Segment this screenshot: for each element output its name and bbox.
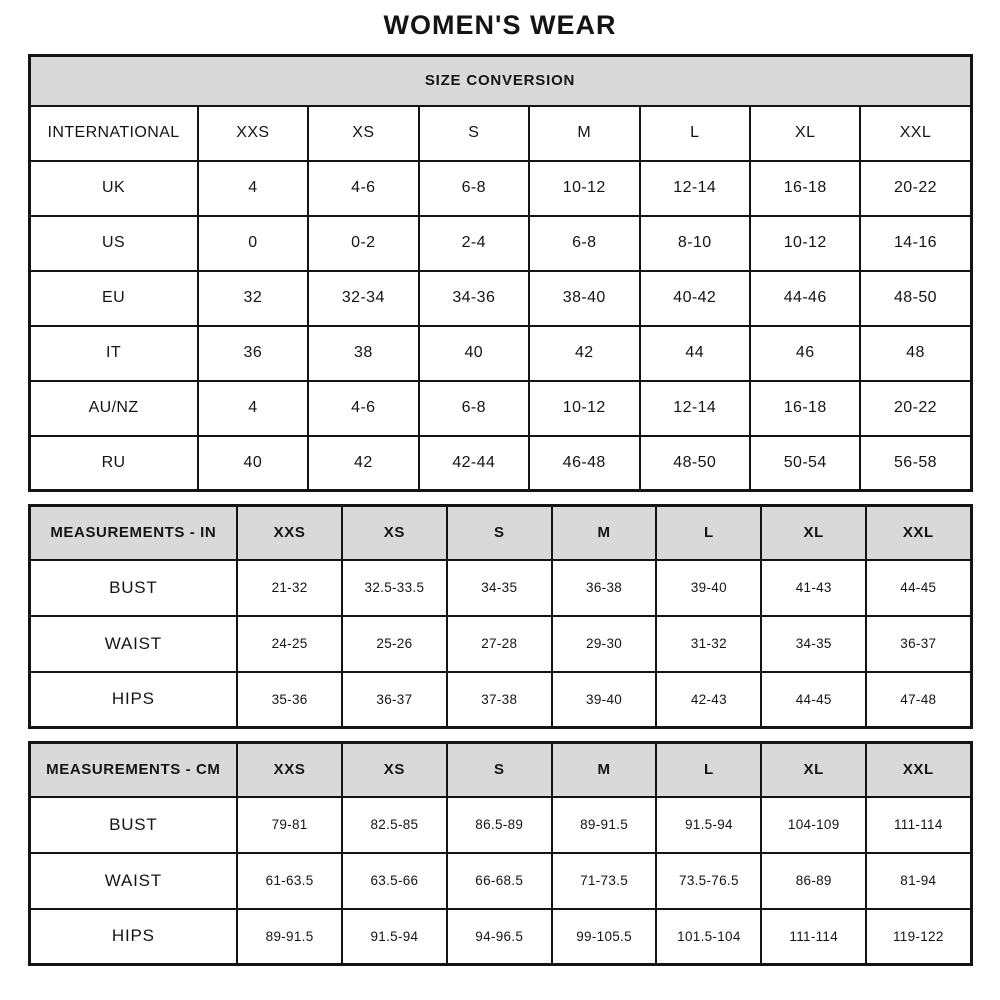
value-cell: 42-43 — [656, 672, 761, 728]
value-cell: 94-96.5 — [447, 909, 552, 965]
value-cell: 35-36 — [237, 672, 342, 728]
value-cell: 6-8 — [419, 161, 529, 216]
first-column-header: INTERNATIONAL — [29, 106, 198, 161]
table-row — [29, 381, 971, 436]
row-label: BUST — [29, 797, 237, 853]
table-row — [29, 436, 971, 491]
value-cell: 34-36 — [419, 271, 529, 326]
value-cell: 56-58 — [860, 436, 971, 491]
value-cell: 36-38 — [552, 560, 657, 616]
value-cell: 10-12 — [750, 216, 860, 271]
value-cell: 20-22 — [860, 381, 971, 436]
measurements-in-body — [29, 560, 971, 728]
size-header-m: M — [552, 743, 657, 797]
size-header-l: L — [640, 106, 750, 161]
value-cell: 104-109 — [761, 797, 866, 853]
value-cell: 29-30 — [552, 616, 657, 672]
row-label: HIPS — [29, 909, 237, 965]
value-cell: 27-28 — [447, 616, 552, 672]
size-header-xl: XL — [750, 106, 860, 161]
value-cell: 63.5-66 — [342, 853, 447, 909]
value-cell: 66-68.5 — [447, 853, 552, 909]
row-label: WAIST — [29, 616, 237, 672]
value-cell: 44 — [640, 326, 750, 381]
value-cell: 41-43 — [761, 560, 866, 616]
value-cell: 44-45 — [866, 560, 971, 616]
size-header-xxs: XXS — [237, 506, 342, 560]
value-cell: 10-12 — [529, 381, 639, 436]
value-cell: 2-4 — [419, 216, 529, 271]
value-cell: 86-89 — [761, 853, 866, 909]
size-header-xl: XL — [761, 743, 866, 797]
table-banner-row — [29, 56, 971, 106]
value-cell: 44-45 — [761, 672, 866, 728]
value-cell: 20-22 — [860, 161, 971, 216]
value-cell: 6-8 — [529, 216, 639, 271]
value-cell: 25-26 — [342, 616, 447, 672]
value-cell: 32-34 — [308, 271, 418, 326]
value-cell: 34-35 — [761, 616, 866, 672]
size-header-xxl: XXL — [860, 106, 971, 161]
value-cell: 10-12 — [529, 161, 639, 216]
value-cell: 40-42 — [640, 271, 750, 326]
value-cell: 36-37 — [866, 616, 971, 672]
value-cell: 82.5-85 — [342, 797, 447, 853]
value-cell: 0 — [198, 216, 308, 271]
size-header-m: M — [529, 106, 639, 161]
value-cell: 48 — [860, 326, 971, 381]
value-cell: 89-91.5 — [552, 797, 657, 853]
value-cell: 39-40 — [552, 672, 657, 728]
value-cell: 4-6 — [308, 381, 418, 436]
size-conversion-table — [28, 54, 973, 492]
table-row — [29, 909, 971, 965]
table-row — [29, 216, 971, 271]
row-label: WAIST — [29, 853, 237, 909]
size-header-xs: XS — [342, 506, 447, 560]
table-row — [29, 797, 971, 853]
value-cell: 71-73.5 — [552, 853, 657, 909]
size-header-xxl: XXL — [866, 743, 971, 797]
value-cell: 38 — [308, 326, 418, 381]
table-row — [29, 161, 971, 216]
value-cell: 86.5-89 — [447, 797, 552, 853]
value-cell: 46-48 — [529, 436, 639, 491]
table-row — [29, 616, 971, 672]
value-cell: 34-35 — [447, 560, 552, 616]
value-cell: 16-18 — [750, 161, 860, 216]
size-conversion-banner: SIZE CONVERSION — [29, 56, 971, 106]
value-cell: 91.5-94 — [342, 909, 447, 965]
value-cell: 47-48 — [866, 672, 971, 728]
value-cell: 40 — [198, 436, 308, 491]
size-header-xxs: XXS — [198, 106, 308, 161]
value-cell: 14-16 — [860, 216, 971, 271]
value-cell: 50-54 — [750, 436, 860, 491]
row-label: EU — [29, 271, 198, 326]
size-header-xxl: XXL — [866, 506, 971, 560]
size-header-row — [29, 743, 971, 797]
value-cell: 4 — [198, 161, 308, 216]
value-cell: 89-91.5 — [237, 909, 342, 965]
size-header-row — [29, 506, 971, 560]
table-row — [29, 271, 971, 326]
table-row — [29, 560, 971, 616]
row-label: UK — [29, 161, 198, 216]
size-header-xl: XL — [761, 506, 866, 560]
size-header-l: L — [656, 743, 761, 797]
value-cell: 40 — [419, 326, 529, 381]
first-column-header: MEASUREMENTS - IN — [29, 506, 237, 560]
measurements-in-table — [28, 504, 973, 729]
value-cell: 36 — [198, 326, 308, 381]
table-row — [29, 326, 971, 381]
value-cell: 44-46 — [750, 271, 860, 326]
value-cell: 12-14 — [640, 161, 750, 216]
value-cell: 101.5-104 — [656, 909, 761, 965]
row-label: US — [29, 216, 198, 271]
row-label: IT — [29, 326, 198, 381]
value-cell: 48-50 — [640, 436, 750, 491]
value-cell: 42 — [308, 436, 418, 491]
value-cell: 61-63.5 — [237, 853, 342, 909]
value-cell: 99-105.5 — [552, 909, 657, 965]
value-cell: 24-25 — [237, 616, 342, 672]
value-cell: 46 — [750, 326, 860, 381]
value-cell: 48-50 — [860, 271, 971, 326]
value-cell: 0-2 — [308, 216, 418, 271]
row-label: BUST — [29, 560, 237, 616]
value-cell: 8-10 — [640, 216, 750, 271]
measurements-cm-body — [29, 797, 971, 965]
value-cell: 36-37 — [342, 672, 447, 728]
value-cell: 39-40 — [656, 560, 761, 616]
page-title: WOMEN'S WEAR — [383, 10, 617, 40]
measurements-cm-table — [28, 741, 973, 966]
value-cell: 38-40 — [529, 271, 639, 326]
value-cell: 16-18 — [750, 381, 860, 436]
value-cell: 79-81 — [237, 797, 342, 853]
value-cell: 73.5-76.5 — [656, 853, 761, 909]
size-header-s: S — [447, 743, 552, 797]
value-cell: 111-114 — [761, 909, 866, 965]
value-cell: 37-38 — [447, 672, 552, 728]
first-column-header: MEASUREMENTS - CM — [29, 743, 237, 797]
table-row — [29, 853, 971, 909]
value-cell: 21-32 — [237, 560, 342, 616]
value-cell: 4 — [198, 381, 308, 436]
size-header-s: S — [447, 506, 552, 560]
size-header-xs: XS — [308, 106, 418, 161]
size-chart-sheet — [28, 0, 973, 966]
value-cell: 31-32 — [656, 616, 761, 672]
size-header-l: L — [656, 506, 761, 560]
row-label: RU — [29, 436, 198, 491]
value-cell: 4-6 — [308, 161, 418, 216]
size-header-row — [29, 106, 971, 161]
size-conversion-body — [29, 161, 971, 491]
value-cell: 91.5-94 — [656, 797, 761, 853]
value-cell: 42 — [529, 326, 639, 381]
value-cell: 42-44 — [419, 436, 529, 491]
value-cell: 81-94 — [866, 853, 971, 909]
value-cell: 32.5-33.5 — [342, 560, 447, 616]
row-label: HIPS — [29, 672, 237, 728]
value-cell: 111-114 — [866, 797, 971, 853]
table-row — [29, 672, 971, 728]
size-header-s: S — [419, 106, 529, 161]
value-cell: 119-122 — [866, 909, 971, 965]
size-header-xxs: XXS — [237, 743, 342, 797]
size-header-xs: XS — [342, 743, 447, 797]
value-cell: 12-14 — [640, 381, 750, 436]
value-cell: 32 — [198, 271, 308, 326]
size-header-m: M — [552, 506, 657, 560]
row-label: AU/NZ — [29, 381, 198, 436]
value-cell: 6-8 — [419, 381, 529, 436]
